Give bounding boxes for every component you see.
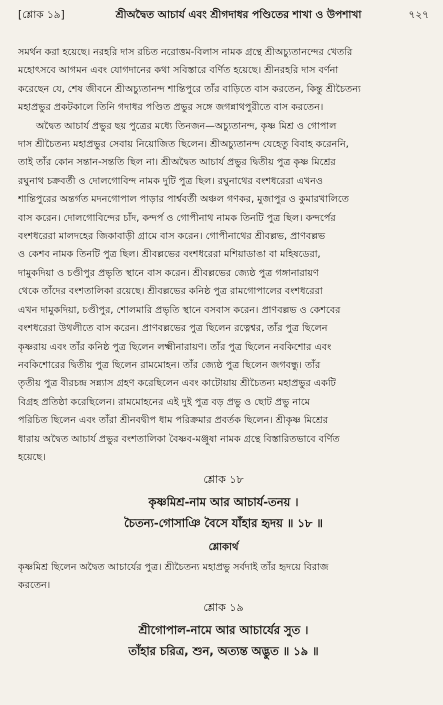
verse-line: কৃষ্ণমিশ্র-নাম আর আচার্য-তনয় । [148, 495, 299, 510]
text-line: পরিচিত ছিলেন এবং তাঁরা শ্রীনবদ্বীপ ধাম পরিক্রমার প্রবর্তক ছিলেন। শ্রীকৃষ্ণ মিশ্রের [18, 415, 329, 427]
translation-18-text [18, 559, 429, 595]
text-line: করতেন। [18, 580, 51, 592]
text-line: ও কেশব নামক তিনটি পুত্র ছিল। শ্রীবল্লভের বংশধরেরা মশিয়াডাঙা বা মহিষডেরা, [18, 249, 321, 261]
verse-18-title: শ্লোক ১৮ [203, 473, 244, 487]
text-line: ধারায় অদ্বৈত আচার্য প্রভুর বংশতালিকা বৈষ্ণব-মঞ্জুষা নামক গ্রন্থে বিস্তারিতভাবে বর্ণিত [18, 433, 340, 445]
verse-line: তাঁহার চরিত্র, শুন, অত্যন্ত অদ্ভুত ॥ ১৯ ॥ [128, 644, 319, 659]
translation-18-title: শ্লোকার্থ [208, 542, 239, 554]
purport-paragraph-1 [18, 44, 429, 118]
text-line: বংশধরেরা মালদহের জিকাবাড়ী গ্রামে বাস করেন। গোপীনাথের শ্রীবল্লভ, প্রাণবল্লভ [18, 231, 326, 243]
text-line: করেছেন যে, শেষ জীবনে শ্রীঅচ্যুতানন্দ শান্তিপুরে তাঁর বাড়িতে বাস করতেন, কিন্তু শ্রীচৈতন্য [18, 83, 361, 95]
text-line: রঘুনাথ চক্রবর্তী ও দোলগোবিন্দ নামক দুটি পুত্র ছিল। রঘুনাথের বংশধরেরা এখনও [18, 175, 323, 187]
text-line: মহাপ্রভুর প্রকটকালে তিনি গদাধর পণ্ডিত প্রভুর সঙ্গে জগন্নাথপুরীতে বাস করতেন। [18, 102, 324, 114]
verse-19-text [18, 620, 429, 662]
verse-19-title: শ্লোক ১৯ [203, 601, 244, 615]
verse-line: চৈতন্য-গোসাঞি বৈসে যাঁহার হৃদয় ॥ ১৮ ॥ [124, 516, 323, 531]
text-line: বংশধরেরা উথলীতে বাস করেন। প্রাণবল্লভের পুত্র ছিলেন রত্নেশ্বর, তাঁর পুত্র ছিলেন [18, 323, 328, 335]
header-verse-ref: [শ্লোক ১৯] [18, 9, 65, 21]
text-line: হয়েছে। [18, 451, 46, 463]
text-line: এখন দামুকদিয়া, চণ্ডীপুর, শোলমারি প্রভৃতি স্থানে বসবাস করেন। প্রাণবল্লভ ও কেশবের [18, 304, 341, 316]
purport-paragraph-2 [18, 118, 429, 468]
text-line: তৃতীয় পুত্র বীরচন্দ্র সন্ন্যাস গ্রহণ করেছিলেন এবং কাটোয়ায় শ্রীচৈতন্য মহাপ্রভুর একটি [18, 378, 336, 390]
text-line: বিগ্রহ প্রতিষ্ঠা করেছিলেন। রামমোহনের এই দুই পুত্র বড় প্রভু ও ছোট প্রভু নামে [18, 396, 311, 408]
text-line: অদ্বৈত আচার্য প্রভুর ছয় পুত্রের মধ্যে তিনজন—অচ্যুতানন্দ, কৃষ্ণ মিশ্র ও গোপাল [36, 120, 337, 132]
text-line: দামুকদিয়া ও চণ্ডীপুর প্রভৃতি স্থানে বাস করেন। শ্রীবল্লভের জ্যেষ্ঠ পুত্র গঙ্গানারায়ণ [18, 267, 319, 279]
verse-line: শ্রীগোপাল-নামে আর আচার্যের সুত । [138, 623, 309, 638]
text-line: মহোৎসবে আগমন এবং যোগদানের কথা সবিস্তারে বর্ণিত হয়েছে। শ্রীনরহরি দাস বর্ণনা [18, 65, 339, 77]
verse-18-text [18, 492, 429, 534]
text-line: তাই তাঁর কোন সন্তান-সন্ততি ছিল না। শ্রীঅদ্বৈত আচার্য প্রভুর দ্বিতীয় পুত্র কৃষ্ণ মিশ্রের [18, 157, 336, 169]
text-line: দাস শ্রীচৈতন্য মহাপ্রভুর সেবায় নিয়োজিত ছিলেন। শ্রীঅচ্যুতানন্দ যেহেতু বিবাহ করেননি, [18, 139, 349, 151]
text-line: কৃষ্ণমিশ্র ছিলেন অদ্বৈত আচার্যের পুত্র। শ্রীচৈতন্য মহাপ্রভু সর্বদাই তাঁর হৃদয়ে বিরাজ [18, 562, 329, 574]
header-chapter-title: শ্রীঅদ্বৈত আচার্য এবং শ্রীগদাধর পণ্ডিতের শাখা ও উপশাখা [115, 9, 362, 21]
page-header [18, 8, 429, 28]
text-line: বাস করেন। দোলগোবিন্দের চাঁদ, কন্দর্প ও গোপীনাথ নামক তিনটি পুত্র ছিল। কন্দর্পের [18, 212, 336, 224]
text-line: থেকে তাঁদের বংশতালিকা রয়েছে। শ্রীবল্লভের কনিষ্ঠ পুত্র রামগোপালের বংশধরেরা [18, 286, 323, 298]
text-line: শান্তিপুরের অন্তর্গত মদনগোপাল পাড়ার পার্শ্ববর্তী অঞ্চল গণকর, মুজাপুর ও কুমারখালিতে [18, 194, 349, 206]
text-line: কৃষ্ণরায় এবং তাঁর কনিষ্ঠ পুত্র ছিলেন লক্ষ্মীনারায়ণ। তাঁর পুত্র ছিলেন নবকিশোর এবং [18, 341, 332, 353]
text-line: সমর্থন করা হয়েছে। নরহরি দাস রচিত নরোত্তম-বিলাস নামক গ্রন্থে শ্রীঅচ্যুতানন্দের খেতরি [18, 47, 353, 58]
text-line: নবকিশোরের দ্বিতীয় পুত্র ছিলেন রামমোহন। তাঁর জ্যেষ্ঠ পুত্র ছিলেন জগবন্ধু। তাঁর [18, 359, 321, 371]
page-number: ৭২৭ [408, 9, 429, 21]
